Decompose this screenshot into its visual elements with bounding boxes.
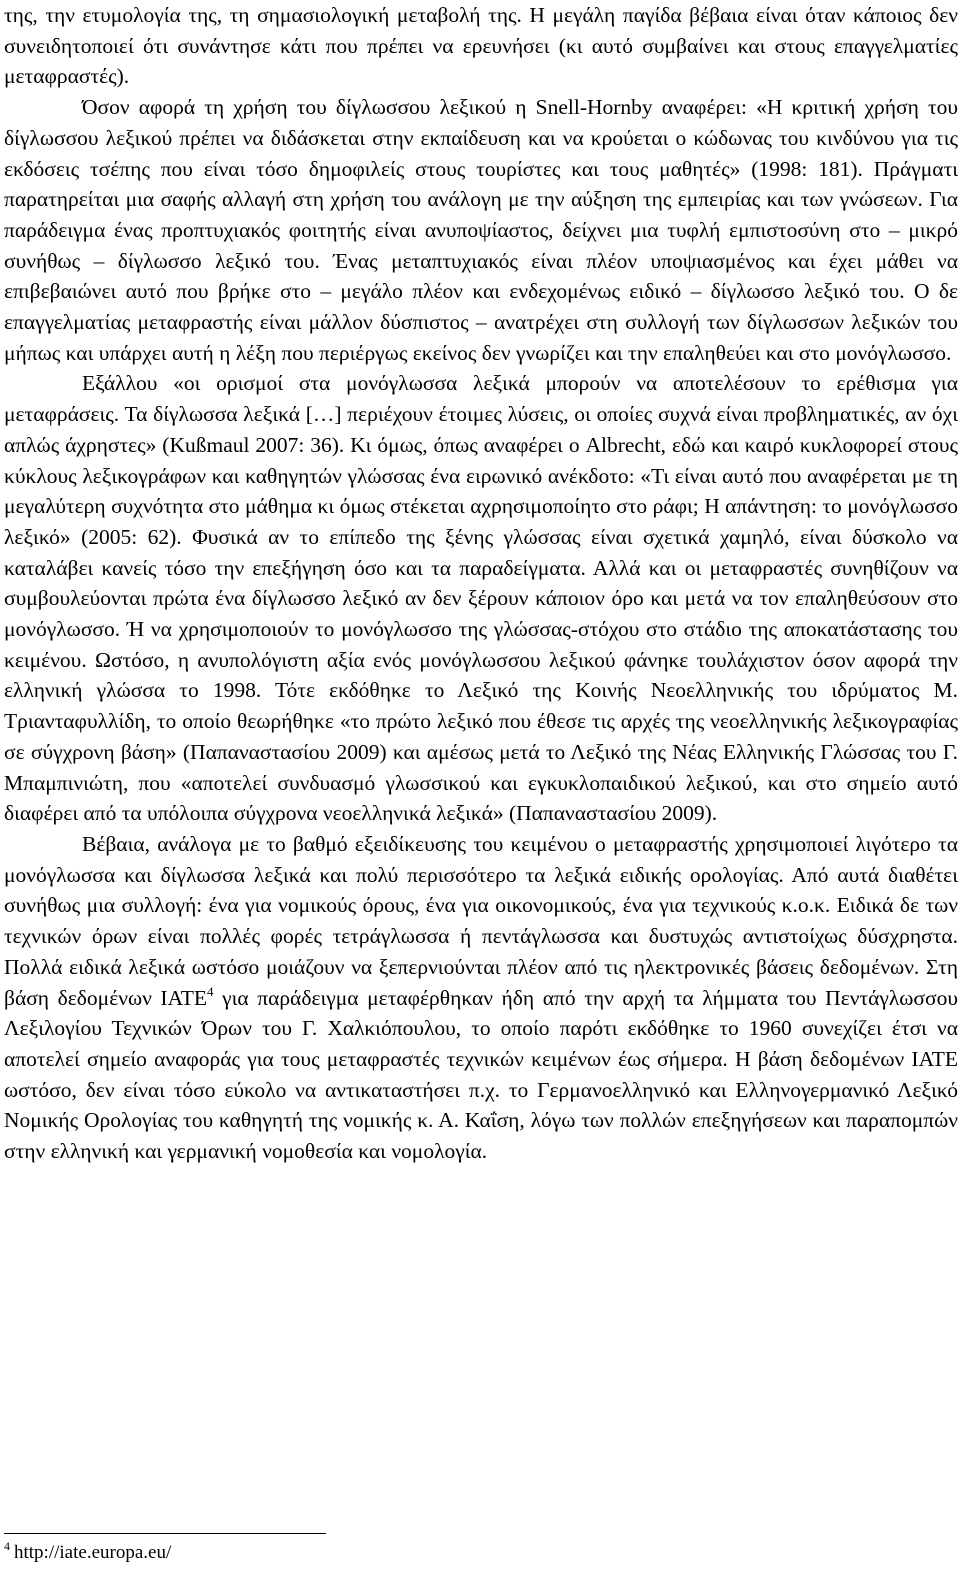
paragraph-4-part-1: Βέβαια, ανάλογα με το βαθμό εξειδίκευσης του κειμένου ο μεταφραστής χρησιμοποιεί λιγότερο τα μονόγλωσσα και δίγλωσσα λεξικά και πολύ περισσότερο τα λεξικά ειδικής ορολογίας. Από αυτά διαθέτει συνήθως μια συλλογή: ένα για νομικούς όρους, ένα για οικονομικούς, ένα για τεχνικούς κ.ο.κ. Ειδικά δε των τεχνικών όρων είναι πολλές φορές τετράγλωσσα ή πεντάγλωσσα και δυστυχώς αντιστοίχως δύσχρηστα. Πολλά ειδικά λεξικά ωστόσο μοιάζουν να ξεπερνιούνται πλέον από τις ηλεκτρονικές βάσεις δεδομένων. Στη βάση δεδομένων IATE [4,831,958,1010]
paragraph-4-part-2: για παράδειγμα μεταφέρθηκαν ήδη από την αρχή τα λήμματα του Πεντάγλωσσου Λεξιλογίου Τεχνικών Όρων του Γ. Χαλκιόπουλου, το οποίο παρότι εκδόθηκε το 1960 συνεχίζει έτσι να αποτελεί σημείο αναφοράς για τους μεταφραστές τεχνικών κειμένων έως σήμερα. Η βάση δεδομένων IATE ωστόσο, δεν είναι τόσο εύκολο να αντικαταστήσει π.χ. το Γερμανοελληνικό και Ελληνογερμανικό Λεξικό Νομικής Ορολογίας του καθηγητή της νομικής κ. Α. Καΐση, λόγω των πολλών επεξηγήσεων και παραπομπών στην ελληνική και γερμανική νομοθεσία και νομολογία. [4,985,959,1164]
footnote-number: 4 [4,1539,10,1553]
paragraph-3: Εξάλλου «οι ορισμοί στα μονόγλωσσα λεξικά μπορούν να αποτελέσουν το ερέθισμα για μεταφράσεις. Τα δίγλωσσα λεξικά […] περιέχουν έτοιμες λύσεις, οι οποίες συχνά είναι προβληματικές, αν όχι απλώς άχρηστες» (Kußmaul 2007: 36). Κι όμως, όπως αναφέρει ο Albrecht, εδώ και καιρό κυκλοφορεί στους κύκλους λεξικογράφων και καθηγητών γλώσσας ένα ειρωνικό ανέκδοτο: «Τι είναι αυτό που αναφέρεται με τη μεγαλύτερη συχνότητα στο μάθημα κι όμως στέκεται αχρησιμοποίητο στο ράφι; Η απάντηση: το μονόγλωσσο λεξικό» (2005: 62). Φυσικά αν το επίπεδο της ξένης γλώσσας είναι σχετικά χαμηλό, είναι δύσκολο να καταλάβει κανείς τόσο την επεξήγηση όσο και τα παραδείγματα. Αλλά και οι μεταφραστές συνηθίζουν να συμβουλεύονται πρώτα ένα δίγλωσσο λεξικό αν δεν ξέρουν κάποιον όρο και μετά να τον επαληθεύσουν στο μονόγλωσσο. Ή να χρησιμοποιούν το μονόγλωσσο της γλώσσας-στόχου στο στάδιο της αποκατάστασης του κειμένου. Ωστόσο, η ανυπολόγιστη αξία ενός μονόγλωσσου λεξικού φάνηκε τουλάχιστον όσον αφορά την ελληνική γλώσσα το 1998. Τότε εκδόθηκε το Λεξικό της Κοινής Νεοελληνικής του ιδρύματος Μ. Τριανταφυλλίδη, το οποίο θεωρήθηκε «το πρώτο λεξικό που έθεσε τις αρχές της νεοελληνικής λεξικογραφίας σε σύγχρονη βάση» (Παπαναστασίου 2009) και αμέσως μετά το Λεξικό της Νέας Ελληνικής Γλώσσας του Γ. Μπαμπινιώτη, που «αποτελεί συνδυασμό γλωσσικού και εγκυκλοπαιδικού λεξικού, και στο σημείο αυτό διαφέρει από τα υπόλοιπα σύγχρονα νεοελληνικά λεξικά» (Παπαναστασίου 2009). [4,371,958,826]
footnote-link[interactable]: http://iate.europa.eu/ [14,1542,172,1563]
footnote [4,1541,171,1565]
paragraph-2: Όσον αφορά τη χρήση του δίγλωσσου λεξικού η Snell-Hornby αναφέρει: «Η κριτική χρήση του δίγλωσσου λεξικού πρέπει να διδάσκεται στην εκπαίδευση και να κρούεται ο κώδωνας του κινδύνου για τις εκδόσεις τσέπης που είναι τόσο δημοφιλείς στους τουρίστες και τους μαθητές» (1998: 181). Πράγματι παρατηρείται μια σαφής αλλαγή στη χρήση του ανάλογη με την αύξηση της εμπειρίας και των γνώσεων. Για παράδειγμα ένας προπτυχιακός φοιτητής είναι ανυποψίαστος, δείχνει μια τυφλή εμπιστοσύνη στο – μικρό συνήθως – δίγλωσσο λεξικό του. Ένας μεταπτυχιακός είναι πλέον υποψιασμένος και έχει μάθει να επιβεβαιώνει αυτό που βρήκε στο – μεγάλο πλέον και ενδεχομένως ειδικό – δίγλωσσο λεξικό του. Ο δε επαγγελματίας μεταφραστής είναι μάλλον δύσπιστος – ανατρέχει στη συλλογή των δίγλωσσων λεξικών του μήπως και υπάρχει αυτή η λέξη που περιέργως εκείνος δεν γνωρίζει και την επαληθεύει και στο μονόγλωσσο. [4,95,958,365]
footnote-reference[interactable]: 4 [206,983,214,999]
body-text [4,0,958,1167]
paragraph-4 [4,829,958,1167]
paragraph-1: της, την ετυμολογία της, τη σημασιολογική μεταβολή της. Η μεγάλη παγίδα βέβαια είναι όταν κάποιος δεν συνειδητοποιεί ότι συνάντησε κάτι που πρέπει να ερευνήσει (κι αυτό συμβαίνει και στους επαγγελματίες μεταφραστές). [4,3,958,89]
footnote-separator [4,1533,326,1534]
